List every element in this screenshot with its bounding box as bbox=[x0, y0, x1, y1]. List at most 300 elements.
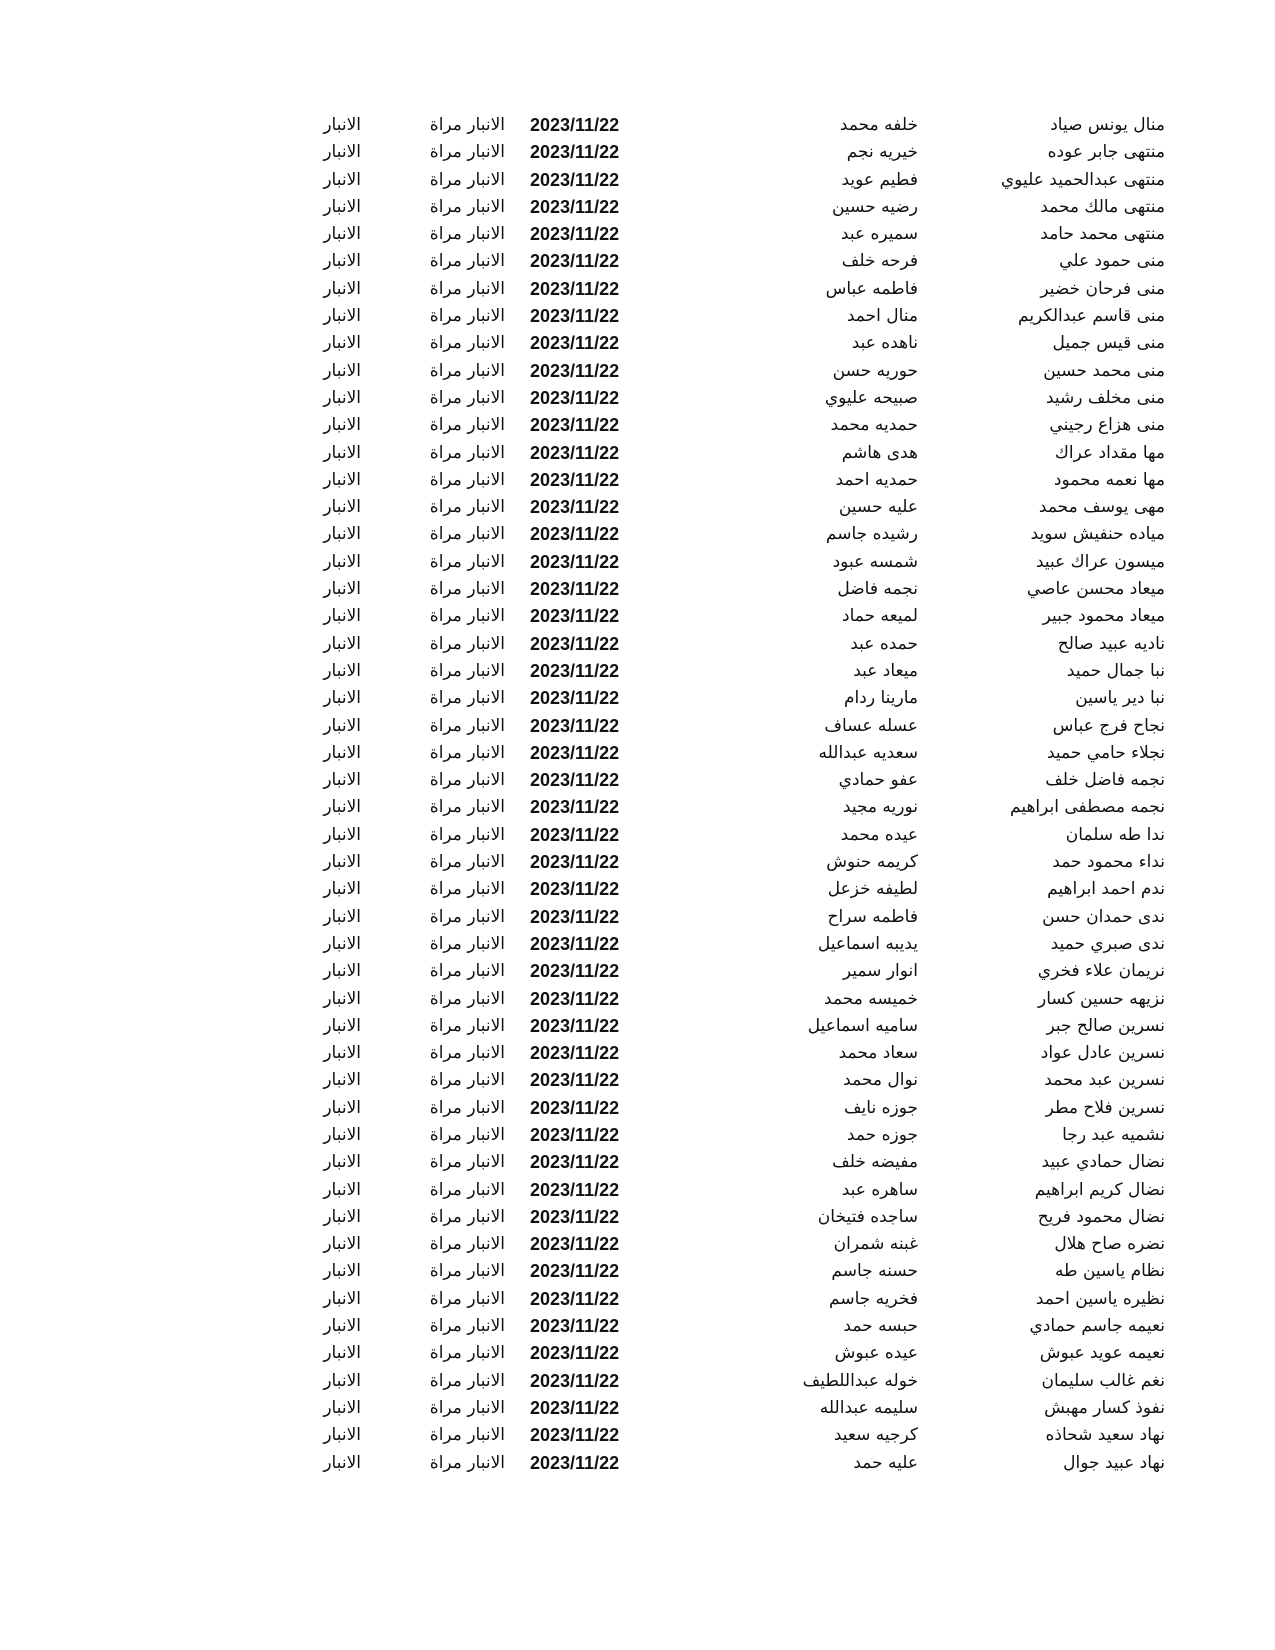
list-item bbox=[0, 330, 1275, 357]
registration-place: الانبار مراة bbox=[429, 196, 505, 217]
registration-place: الانبار مراة bbox=[429, 579, 505, 600]
governorate: الانبار bbox=[323, 115, 361, 135]
registration-place: الانبار مراة bbox=[429, 278, 505, 299]
person-name: نضال كريم ابراهيم bbox=[1034, 1179, 1165, 1200]
person-name: ندا طه سلمان bbox=[1065, 824, 1165, 845]
registration-place: الانبار مراة bbox=[429, 1152, 505, 1173]
person-name: منى محمد حسين bbox=[1043, 360, 1165, 381]
person-name: نجمه مصطفى ابراهيم bbox=[1010, 797, 1165, 818]
mother-name: فاطمه سراح bbox=[827, 906, 918, 927]
person-name: نجمه فاضل خلف bbox=[1045, 770, 1165, 791]
list-item bbox=[0, 822, 1275, 849]
registration-place: الانبار مراة bbox=[429, 1397, 505, 1418]
registration-place: الانبار مراة bbox=[429, 1343, 505, 1364]
record-date: 2023/11/22 bbox=[530, 1343, 620, 1364]
person-name: منتهى مالك محمد bbox=[1040, 196, 1165, 217]
mother-name: سعديه عبدالله bbox=[818, 742, 918, 763]
record-date: 2023/11/22 bbox=[530, 497, 620, 518]
registration-place: الانبار مراة bbox=[429, 988, 505, 1009]
list-item bbox=[0, 194, 1275, 221]
mother-name: ساجده فتيخان bbox=[817, 1206, 918, 1227]
list-item bbox=[0, 1231, 1275, 1258]
mother-name: سعاد محمد bbox=[838, 1043, 918, 1064]
registration-place: الانبار مراة bbox=[429, 1179, 505, 1200]
record-date: 2023/11/22 bbox=[530, 824, 620, 845]
governorate: الانبار bbox=[323, 333, 361, 354]
person-name: نسرين عادل عواد bbox=[1040, 1043, 1165, 1064]
record-date: 2023/11/22 bbox=[530, 933, 620, 954]
governorate: الانبار bbox=[323, 1397, 361, 1418]
mother-name: عسله عساف bbox=[824, 715, 918, 736]
records-list bbox=[0, 112, 1275, 1477]
record-date: 2023/11/22 bbox=[530, 115, 620, 135]
list-item bbox=[0, 931, 1275, 958]
person-name: مها نعمه محمود bbox=[1053, 469, 1165, 490]
registration-place: الانبار مراة bbox=[429, 1015, 505, 1036]
governorate: الانبار bbox=[323, 196, 361, 217]
record-date: 2023/11/22 bbox=[530, 360, 620, 381]
registration-place: الانبار مراة bbox=[429, 1097, 505, 1118]
record-date: 2023/11/22 bbox=[530, 688, 620, 709]
governorate: الانبار bbox=[323, 879, 361, 900]
governorate: الانبار bbox=[323, 1152, 361, 1173]
registration-place: الانبار مراة bbox=[429, 824, 505, 845]
governorate: الانبار bbox=[323, 988, 361, 1009]
registration-place: الانبار مراة bbox=[429, 606, 505, 627]
record-date: 2023/11/22 bbox=[530, 633, 620, 654]
mother-name: خوله عبداللطيف bbox=[802, 1370, 918, 1391]
person-name: نسرين صالح جبر bbox=[1046, 1015, 1165, 1036]
list-item bbox=[0, 1149, 1275, 1176]
person-name: نجاح فرج عباس bbox=[1052, 715, 1165, 736]
registration-place: الانبار مراة bbox=[429, 879, 505, 900]
record-date: 2023/11/22 bbox=[530, 1397, 620, 1418]
mother-name: كريمه حنوش bbox=[826, 852, 918, 873]
mother-name: انوار سمير bbox=[842, 961, 918, 982]
list-item bbox=[0, 658, 1275, 685]
mother-name: جوزه نايف bbox=[843, 1097, 918, 1118]
list-item bbox=[0, 521, 1275, 548]
mother-name: حسنه جاسم bbox=[831, 1261, 918, 1282]
governorate: الانبار bbox=[323, 824, 361, 845]
mother-name: لميعه حماد bbox=[842, 606, 918, 627]
registration-place: الانبار مراة bbox=[429, 1425, 505, 1446]
person-name: منتهى جابر عوده bbox=[1047, 142, 1165, 163]
record-date: 2023/11/22 bbox=[530, 306, 620, 327]
governorate: الانبار bbox=[323, 742, 361, 763]
registration-place: الانبار مراة bbox=[429, 306, 505, 327]
governorate: الانبار bbox=[323, 469, 361, 490]
record-date: 2023/11/22 bbox=[530, 879, 620, 900]
registration-place: الانبار مراة bbox=[429, 551, 505, 572]
list-item bbox=[0, 904, 1275, 931]
mother-name: فرحه خلف bbox=[841, 251, 918, 272]
person-name: نسرين فلاح مطر bbox=[1045, 1097, 1165, 1118]
registration-place: الانبار مراة bbox=[429, 961, 505, 982]
registration-place: الانبار مراة bbox=[429, 1316, 505, 1337]
record-date: 2023/11/22 bbox=[530, 224, 620, 245]
record-date: 2023/11/22 bbox=[530, 1043, 620, 1064]
person-name: منى قيس جميل bbox=[1052, 333, 1165, 354]
record-date: 2023/11/22 bbox=[530, 1370, 620, 1391]
mother-name: فطيم عويد bbox=[841, 169, 918, 190]
person-name: نسرين عبد محمد bbox=[1044, 1070, 1165, 1091]
governorate: الانبار bbox=[323, 906, 361, 927]
mother-name: نجمه فاضل bbox=[837, 579, 918, 600]
mother-name: عيده محمد bbox=[840, 824, 918, 845]
person-name: نظام ياسين طه bbox=[1054, 1261, 1165, 1282]
mother-name: سميره عبد bbox=[840, 224, 918, 245]
registration-place: الانبار مراة bbox=[429, 633, 505, 654]
registration-place: الانبار مراة bbox=[429, 469, 505, 490]
mother-name: حمديه احمد bbox=[835, 469, 918, 490]
registration-place: الانبار مراة bbox=[429, 251, 505, 272]
mother-name: شمسه عبود bbox=[832, 551, 918, 572]
governorate: الانبار bbox=[323, 1425, 361, 1446]
governorate: الانبار bbox=[323, 1097, 361, 1118]
person-name: منى قاسم عبدالكريم bbox=[1018, 306, 1165, 327]
person-name: ميعاد محمود جبير bbox=[1042, 606, 1165, 627]
mother-name: جوزه حمد bbox=[846, 1124, 918, 1145]
person-name: نغم غالب سليمان bbox=[1041, 1370, 1165, 1391]
registration-place: الانبار مراة bbox=[429, 906, 505, 927]
governorate: الانبار bbox=[323, 770, 361, 791]
governorate: الانبار bbox=[323, 551, 361, 572]
governorate: الانبار bbox=[323, 169, 361, 190]
governorate: الانبار bbox=[323, 1343, 361, 1364]
mother-name: صبيحه عليوي bbox=[824, 387, 918, 408]
governorate: الانبار bbox=[323, 1261, 361, 1282]
list-item bbox=[0, 248, 1275, 275]
record-date: 2023/11/22 bbox=[530, 988, 620, 1009]
record-date: 2023/11/22 bbox=[530, 524, 620, 545]
mother-name: مارينا ردام bbox=[844, 688, 918, 709]
person-name: ناديه عبيد صالح bbox=[1057, 633, 1165, 654]
person-name: نعيمه جاسم حمادي bbox=[1029, 1316, 1165, 1337]
registration-place: الانبار مراة bbox=[429, 770, 505, 791]
list-item bbox=[0, 303, 1275, 330]
person-name: نضره صاح هلال bbox=[1054, 1234, 1165, 1255]
registration-place: الانبار مراة bbox=[429, 142, 505, 163]
governorate: الانبار bbox=[323, 1043, 361, 1064]
list-item bbox=[0, 139, 1275, 166]
list-item bbox=[0, 958, 1275, 985]
registration-place: الانبار مراة bbox=[429, 497, 505, 518]
list-item bbox=[0, 876, 1275, 903]
governorate: الانبار bbox=[323, 524, 361, 545]
registration-place: الانبار مراة bbox=[429, 360, 505, 381]
list-item bbox=[0, 767, 1275, 794]
mother-name: نوال محمد bbox=[843, 1070, 918, 1091]
record-date: 2023/11/22 bbox=[530, 251, 620, 272]
record-date: 2023/11/22 bbox=[530, 1179, 620, 1200]
list-item bbox=[0, 1395, 1275, 1422]
list-item bbox=[0, 986, 1275, 1013]
registration-place: الانبار مراة bbox=[429, 333, 505, 354]
mother-name: حمديه محمد bbox=[830, 415, 918, 436]
registration-place: الانبار مراة bbox=[429, 442, 505, 463]
governorate: الانبار bbox=[323, 606, 361, 627]
person-name: نجلاء حامي حميد bbox=[1046, 742, 1165, 763]
registration-place: الانبار مراة bbox=[429, 1452, 505, 1473]
record-date: 2023/11/22 bbox=[530, 1452, 620, 1473]
list-item bbox=[0, 1204, 1275, 1231]
list-item bbox=[0, 1122, 1275, 1149]
list-item bbox=[0, 358, 1275, 385]
governorate: الانبار bbox=[323, 442, 361, 463]
person-name: ميسون عراك عبيد bbox=[1035, 551, 1165, 572]
list-item bbox=[0, 1095, 1275, 1122]
list-item bbox=[0, 794, 1275, 821]
mother-name: حوريه حسن bbox=[832, 360, 918, 381]
record-date: 2023/11/22 bbox=[530, 1261, 620, 1282]
person-name: ندم احمد ابراهيم bbox=[1047, 879, 1165, 900]
mother-name: عليه حمد bbox=[853, 1452, 918, 1473]
record-date: 2023/11/22 bbox=[530, 469, 620, 490]
record-date: 2023/11/22 bbox=[530, 770, 620, 791]
person-name: نبا جمال حميد bbox=[1066, 660, 1165, 681]
mother-name: منال احمد bbox=[846, 306, 918, 327]
governorate: الانبار bbox=[323, 852, 361, 873]
mother-name: حبسه حمد bbox=[843, 1316, 918, 1337]
person-name: منى فرحان خضير bbox=[1040, 278, 1165, 299]
record-date: 2023/11/22 bbox=[530, 333, 620, 354]
registration-place: الانبار مراة bbox=[429, 1206, 505, 1227]
governorate: الانبار bbox=[323, 715, 361, 736]
mother-name: حمده عبد bbox=[850, 633, 918, 654]
list-item bbox=[0, 1340, 1275, 1367]
list-item bbox=[0, 494, 1275, 521]
registration-place: الانبار مراة bbox=[429, 169, 505, 190]
registration-place: الانبار مراة bbox=[429, 115, 505, 135]
record-date: 2023/11/22 bbox=[530, 579, 620, 600]
registration-place: الانبار مراة bbox=[429, 1261, 505, 1282]
person-name: منى هزاع رجيني bbox=[1049, 415, 1165, 436]
list-item bbox=[0, 167, 1275, 194]
list-item bbox=[0, 412, 1275, 439]
person-name: نهاد سعيد شحاذه bbox=[1045, 1425, 1165, 1446]
governorate: الانبار bbox=[323, 1124, 361, 1145]
registration-place: الانبار مراة bbox=[429, 415, 505, 436]
governorate: الانبار bbox=[323, 961, 361, 982]
person-name: نشميه عبد رجا bbox=[1062, 1124, 1165, 1145]
person-name: ندى صبري حميد bbox=[1050, 933, 1165, 954]
list-item bbox=[0, 1258, 1275, 1285]
registration-place: الانبار مراة bbox=[429, 524, 505, 545]
person-name: مها مقداد عراك bbox=[1054, 442, 1165, 463]
governorate: الانبار bbox=[323, 497, 361, 518]
mother-name: غبنه شمران bbox=[833, 1234, 918, 1255]
governorate: الانبار bbox=[323, 688, 361, 709]
person-name: نهاد عبيد جوال bbox=[1063, 1452, 1165, 1473]
mother-name: لطيفه خزعل bbox=[827, 879, 918, 900]
list-item bbox=[0, 1013, 1275, 1040]
registration-place: الانبار مراة bbox=[429, 224, 505, 245]
governorate: الانبار bbox=[323, 1206, 361, 1227]
mother-name: خيريه نجم bbox=[846, 142, 918, 163]
record-date: 2023/11/22 bbox=[530, 415, 620, 436]
mother-name: يديبه اسماعيل bbox=[817, 933, 918, 954]
person-name: منى حمود علي bbox=[1059, 251, 1165, 272]
list-item bbox=[0, 221, 1275, 248]
record-date: 2023/11/22 bbox=[530, 551, 620, 572]
governorate: الانبار bbox=[323, 933, 361, 954]
mother-name: رشيده جاسم bbox=[825, 524, 918, 545]
person-name: منتهى عبدالحميد عليوي bbox=[1000, 169, 1165, 190]
record-date: 2023/11/22 bbox=[530, 797, 620, 818]
mother-name: ساميه اسماعيل bbox=[807, 1015, 918, 1036]
person-name: منتهى محمد حامد bbox=[1040, 224, 1165, 245]
mother-name: خميسه محمد bbox=[824, 988, 918, 1009]
person-name: نداء محمود حمد bbox=[1052, 852, 1165, 873]
record-date: 2023/11/22 bbox=[530, 742, 620, 763]
person-name: نضال محمود فريح bbox=[1037, 1206, 1165, 1227]
governorate: الانبار bbox=[323, 278, 361, 299]
person-name: نزيهه حسين كسار bbox=[1038, 988, 1165, 1009]
person-name: نعيمه عويد عبوش bbox=[1039, 1343, 1165, 1364]
registration-place: الانبار مراة bbox=[429, 852, 505, 873]
mother-name: عيده عبوش bbox=[834, 1343, 918, 1364]
registration-place: الانبار مراة bbox=[429, 715, 505, 736]
mother-name: عليه حسين bbox=[838, 497, 918, 518]
governorate: الانبار bbox=[323, 1288, 361, 1309]
governorate: الانبار bbox=[323, 1370, 361, 1391]
record-date: 2023/11/22 bbox=[530, 1124, 620, 1145]
list-item bbox=[0, 1067, 1275, 1094]
record-date: 2023/11/22 bbox=[530, 1015, 620, 1036]
mother-name: سليمه عبدالله bbox=[819, 1397, 918, 1418]
mother-name: عفو حمادي bbox=[838, 770, 918, 791]
mother-name: ساهره عبد bbox=[841, 1179, 918, 1200]
governorate: الانبار bbox=[323, 579, 361, 600]
list-item bbox=[0, 576, 1275, 603]
governorate: الانبار bbox=[323, 797, 361, 818]
person-name: نظيره ياسين احمد bbox=[1035, 1288, 1165, 1309]
record-date: 2023/11/22 bbox=[530, 1206, 620, 1227]
list-item bbox=[0, 849, 1275, 876]
record-date: 2023/11/22 bbox=[530, 142, 620, 163]
list-item bbox=[0, 1286, 1275, 1313]
list-item bbox=[0, 740, 1275, 767]
record-date: 2023/11/22 bbox=[530, 1152, 620, 1173]
registration-place: الانبار مراة bbox=[429, 797, 505, 818]
list-item bbox=[0, 685, 1275, 712]
registration-place: الانبار مراة bbox=[429, 742, 505, 763]
record-date: 2023/11/22 bbox=[530, 906, 620, 927]
governorate: الانبار bbox=[323, 1316, 361, 1337]
person-name: نريمان علاء فخري bbox=[1037, 961, 1165, 982]
record-date: 2023/11/22 bbox=[530, 1234, 620, 1255]
person-name: مهى يوسف محمد bbox=[1038, 497, 1165, 518]
mother-name: كرجيه سعيد bbox=[833, 1425, 918, 1446]
governorate: الانبار bbox=[323, 1452, 361, 1473]
mother-name: فخريه جاسم bbox=[829, 1288, 918, 1309]
list-item bbox=[0, 1422, 1275, 1449]
governorate: الانبار bbox=[323, 415, 361, 436]
person-name: مياده حنفيش سويد bbox=[1030, 524, 1165, 545]
record-date: 2023/11/22 bbox=[530, 278, 620, 299]
registration-place: الانبار مراة bbox=[429, 660, 505, 681]
governorate: الانبار bbox=[323, 142, 361, 163]
governorate: الانبار bbox=[323, 660, 361, 681]
mother-name: خلفه محمد bbox=[839, 115, 918, 135]
list-item bbox=[0, 631, 1275, 658]
list-item bbox=[0, 1177, 1275, 1204]
record-date: 2023/11/22 bbox=[530, 169, 620, 190]
list-item bbox=[0, 1313, 1275, 1340]
list-item bbox=[0, 1040, 1275, 1067]
person-name: نبا دير ياسين bbox=[1075, 688, 1165, 709]
person-name: نفوذ كسار مهبش bbox=[1044, 1397, 1165, 1418]
list-item bbox=[0, 603, 1275, 630]
list-item bbox=[0, 549, 1275, 576]
record-date: 2023/11/22 bbox=[530, 1070, 620, 1091]
registration-place: الانبار مراة bbox=[429, 1288, 505, 1309]
governorate: الانبار bbox=[323, 360, 361, 381]
list-item bbox=[0, 385, 1275, 412]
registration-place: الانبار مراة bbox=[429, 933, 505, 954]
record-date: 2023/11/22 bbox=[530, 715, 620, 736]
list-item bbox=[0, 1450, 1275, 1477]
mother-name: فاطمه عباس bbox=[825, 278, 918, 299]
record-date: 2023/11/22 bbox=[530, 387, 620, 408]
record-date: 2023/11/22 bbox=[530, 961, 620, 982]
registration-place: الانبار مراة bbox=[429, 387, 505, 408]
person-name: ميعاد محسن عاصي bbox=[1026, 579, 1165, 600]
registration-place: الانبار مراة bbox=[429, 1070, 505, 1091]
governorate: الانبار bbox=[323, 1179, 361, 1200]
list-item bbox=[0, 467, 1275, 494]
registration-place: الانبار مراة bbox=[429, 1124, 505, 1145]
person-name: منال يونس صياد bbox=[1050, 115, 1165, 135]
record-date: 2023/11/22 bbox=[530, 1316, 620, 1337]
governorate: الانبار bbox=[323, 633, 361, 654]
record-date: 2023/11/22 bbox=[530, 852, 620, 873]
record-date: 2023/11/22 bbox=[530, 1288, 620, 1309]
governorate: الانبار bbox=[323, 1070, 361, 1091]
list-item bbox=[0, 1368, 1275, 1395]
person-name: منى مخلف رشيد bbox=[1045, 387, 1165, 408]
list-item bbox=[0, 276, 1275, 303]
person-name: نضال حمادي عبيد bbox=[1041, 1152, 1165, 1173]
registration-place: الانبار مراة bbox=[429, 1370, 505, 1391]
list-item bbox=[0, 112, 1275, 139]
record-date: 2023/11/22 bbox=[530, 1425, 620, 1446]
governorate: الانبار bbox=[323, 1234, 361, 1255]
mother-name: مفيضه خلف bbox=[832, 1152, 918, 1173]
governorate: الانبار bbox=[323, 224, 361, 245]
registration-place: الانبار مراة bbox=[429, 1234, 505, 1255]
record-date: 2023/11/22 bbox=[530, 442, 620, 463]
record-date: 2023/11/22 bbox=[530, 660, 620, 681]
mother-name: رضيه حسين bbox=[831, 196, 918, 217]
registration-place: الانبار مراة bbox=[429, 688, 505, 709]
governorate: الانبار bbox=[323, 387, 361, 408]
list-item bbox=[0, 440, 1275, 467]
list-item bbox=[0, 713, 1275, 740]
person-name: ندى حمدان حسن bbox=[1042, 906, 1165, 927]
record-date: 2023/11/22 bbox=[530, 196, 620, 217]
record-date: 2023/11/22 bbox=[530, 1097, 620, 1118]
mother-name: ناهده عبد bbox=[851, 333, 918, 354]
mother-name: هدى هاشم bbox=[841, 442, 918, 463]
governorate: الانبار bbox=[323, 1015, 361, 1036]
governorate: الانبار bbox=[323, 251, 361, 272]
mother-name: ميعاد عبد bbox=[853, 660, 918, 681]
registration-place: الانبار مراة bbox=[429, 1043, 505, 1064]
mother-name: نوريه مجيد bbox=[842, 797, 918, 818]
governorate: الانبار bbox=[323, 306, 361, 327]
